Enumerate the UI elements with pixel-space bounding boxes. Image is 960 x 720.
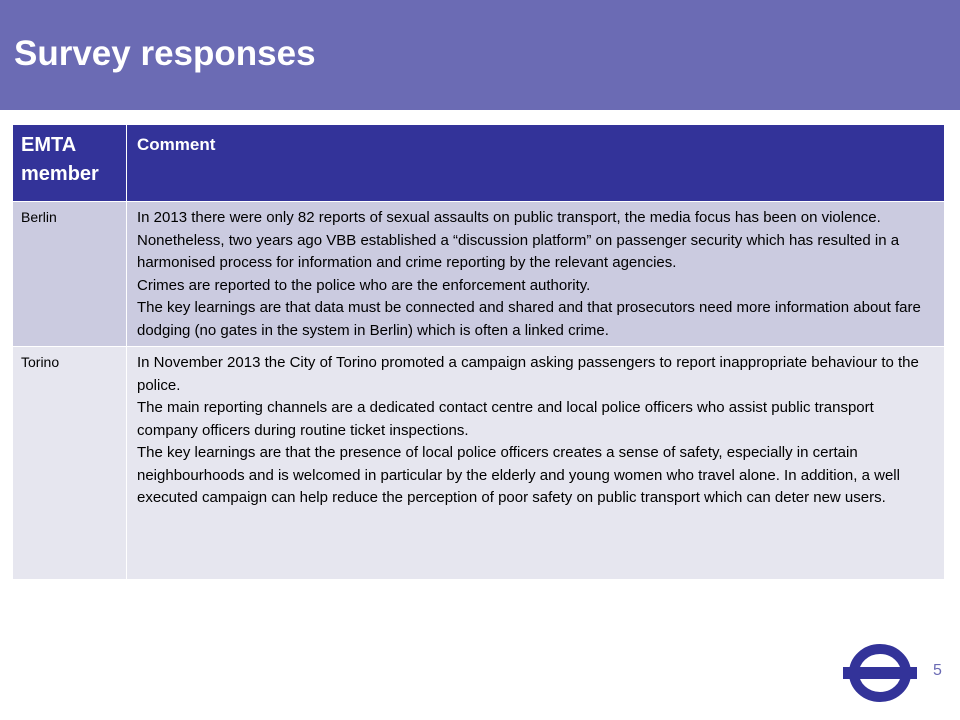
- member-cell: Berlin: [13, 202, 127, 347]
- comment-paragraph: The key learnings are that data must be connected and shared and that prosecutors need more information about fare dodging (no gates in the system in Berlin) which is often a linked crime.: [137, 299, 921, 339]
- member-cell: Torino: [13, 347, 127, 580]
- comment-paragraph: In 2013 there were only 82 reports of sexual assaults on public transport, the media focus has been on violence.: [137, 209, 881, 226]
- comment-cell: [127, 202, 945, 347]
- comment-paragraph: In November 2013 the City of Torino promoted a campaign asking passengers to report inappropriate behaviour to the police.: [137, 354, 919, 394]
- comment-paragraph: Nonetheless, two years ago VBB established a “discussion platform” on passenger security which has resulted in a harmonised process for information and crime reporting by the relevant agencies.: [137, 231, 900, 271]
- comment-paragraph: The main reporting channels are a dedicated contact centre and local police officers who assist public transport company officers during routine ticket inspections.: [137, 399, 874, 439]
- comment-cell: [127, 347, 945, 580]
- title-banner: [0, 0, 960, 110]
- comment-paragraph: The key learnings are that the presence of local police officers creates a sense of safety, especially in certain neighbourhoods and is welcomed in particular by the elderly and young women who travel alone. In addition, a well executed campaign can help reduce the perception of poor safety on public transport which can deter new users.: [137, 444, 900, 506]
- header-comment: Comment: [127, 125, 945, 202]
- survey-table: [12, 124, 945, 580]
- comment-paragraph: Crimes are reported to the police who are the enforcement authority.: [137, 276, 591, 294]
- slide-title: Survey responses: [14, 34, 316, 73]
- transport-roundel-icon: [843, 643, 917, 703]
- page-number: 5: [933, 662, 942, 679]
- table-row: [13, 202, 945, 347]
- table-header-row: [13, 125, 945, 202]
- table-row: [13, 347, 945, 580]
- header-member: EMTA member: [13, 125, 127, 202]
